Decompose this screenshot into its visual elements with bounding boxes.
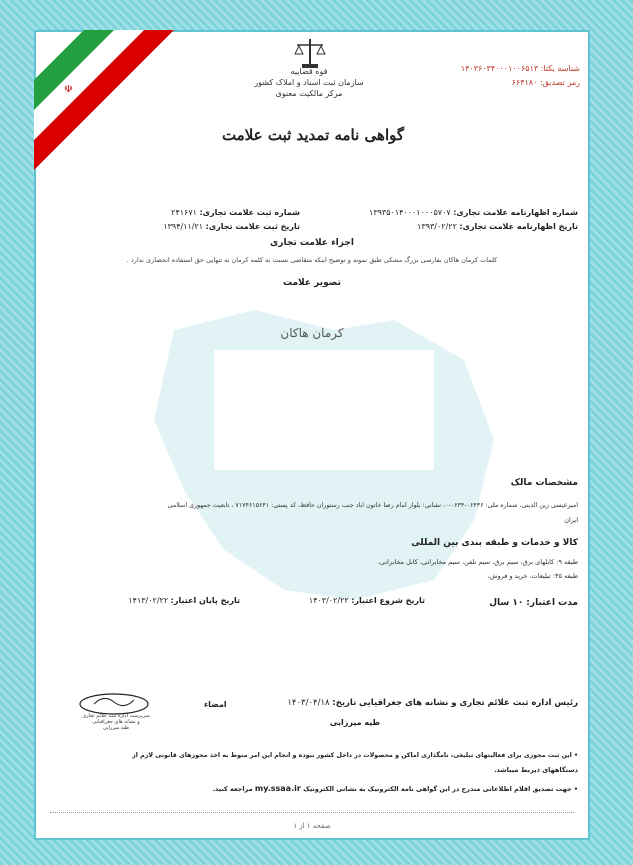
svg-text:☫: ☫ — [64, 84, 73, 95]
iran-flag-corner — [34, 30, 174, 170]
ministry-heading — [224, 66, 394, 99]
components-title: اجزاء علامت تجاری — [270, 238, 354, 248]
trademark-text: کرمان هاکان — [280, 326, 344, 340]
judiciary-scales-icon — [292, 36, 328, 70]
goods-class-35: طبقه ۳۵: تبلیغات، خرید و فروش، — [487, 572, 578, 580]
signatory-row: رئیس اداره ثبت علائم تجاری و نشانه های جغرافیایی تاریخ: ۱۴۰۳/۰۴/۱۸ — [287, 698, 578, 708]
mark-image-area — [214, 350, 434, 470]
declaration-date: تاریخ اظهارنامه علامت تجاری: ۱۳۹۳/۰۲/۲۲ — [417, 222, 578, 231]
unique-id — [461, 64, 580, 73]
components-description: کلمات کرمان هاکان بفارسی بزرگ مشکی طبق نمونه و توضیح اینکه متقاضی نسبت به کلمه کرمان به تنهایی حق استفاده انحصاری ندارد . — [126, 256, 498, 264]
certificate-sheet — [34, 30, 590, 840]
signature-stamp: سرپرست اداره ثبت علائم تجاری و نشانه های جغرافیایی طیه میرزایی — [82, 713, 150, 731]
note-license-continued: دستگاههای ذیربط میباشد. — [494, 766, 578, 774]
owner-title: مشخصات مالک — [510, 478, 578, 488]
note-verification: • جهت تصدیق اقلام اطلاعاتی مندرج در این گواهی نامه الکترونیک به نشانی الکترونیک my.ssaa.ir مراجعه کنید. — [212, 784, 578, 793]
unique-id-value: ۱۴۰۳۶۰۳۴۰۰۰۱۰۰۶۵۱۳ — [460, 64, 539, 73]
signature-label: امضاء — [204, 700, 227, 709]
registration-number: شماره ثبت علامت تجاری: ۲۴۱۶۷۱ — [171, 208, 300, 217]
unique-id-label: شناسه یکتا: — [540, 64, 580, 73]
note-license: • این ثبت مجوزی برای فعالیتهای تبلیغی، نامگذاری اماکن و محصولات در داخل کشور نبوده و انجام این امر منوط به اخذ مجوزهای قانونی لازم از — [132, 752, 578, 759]
validity-end: تاریخ پایان اعتبار: ۱۴۱۳/۰۲/۲۲ — [128, 596, 240, 605]
ministry-line: مرکز مالکیت معنوی — [275, 89, 343, 98]
verification-link[interactable]: my.ssaa.ir — [254, 784, 301, 793]
validity-start: تاریخ شروع اعتبار: ۱۴۰۳/۰۲/۲۲ — [308, 596, 425, 605]
declaration-number: شماره اظهارنامه علامت تجاری: ۱۳۹۳۵۰۱۴۰۰۰۱۰۰۰۵۷۰۷ — [369, 208, 578, 217]
verification-code-value: ۶۶۴۱۸۰ — [511, 78, 538, 87]
verification-code — [512, 78, 580, 87]
validity-duration: مدت اعتبار: ۱۰ سال — [489, 598, 578, 608]
goods-class-9: طبقه ۹: کابلهای برق، سیم برق، سیم تلفن، سیم مخابراتی، کابل مخابراتی، — [377, 558, 578, 566]
signatory-name: طیه میرزایی — [329, 718, 380, 727]
document-title: گواهی نامه تمدید ثبت علامت — [221, 126, 404, 144]
owner-details-continued: ایران — [564, 516, 578, 524]
ministry-line: سازمان ثبت اسناد و املاک کشور — [254, 78, 364, 87]
owner-details: امیرعیسی زین الدینی، شماره ملی: ۰۶۴۳۶-۰۶۳۴-۰، نشانی: بلوار امام رضا خاتون اباد جنب رستوران حافظ، کد پستی: ۷۱۷۴۶۱۵۶۴۱ ، تابعیت جمهوری اسلامی — [167, 502, 578, 509]
goods-title: کالا و خدمات و طبقه بندی بین المللی — [411, 538, 578, 548]
footer-divider — [50, 812, 574, 813]
ministry-line: قوه قضاییه — [290, 67, 328, 76]
registration-date: تاریخ ثبت علامت تجاری: ۱۳۹۴/۱۱/۲۱ — [163, 222, 300, 231]
verification-code-label: رمز تصدیق: — [539, 78, 580, 87]
mark-image-title: تصویر علامت — [282, 278, 342, 288]
page-number: صفحه ۱ از ۱ — [293, 822, 331, 830]
